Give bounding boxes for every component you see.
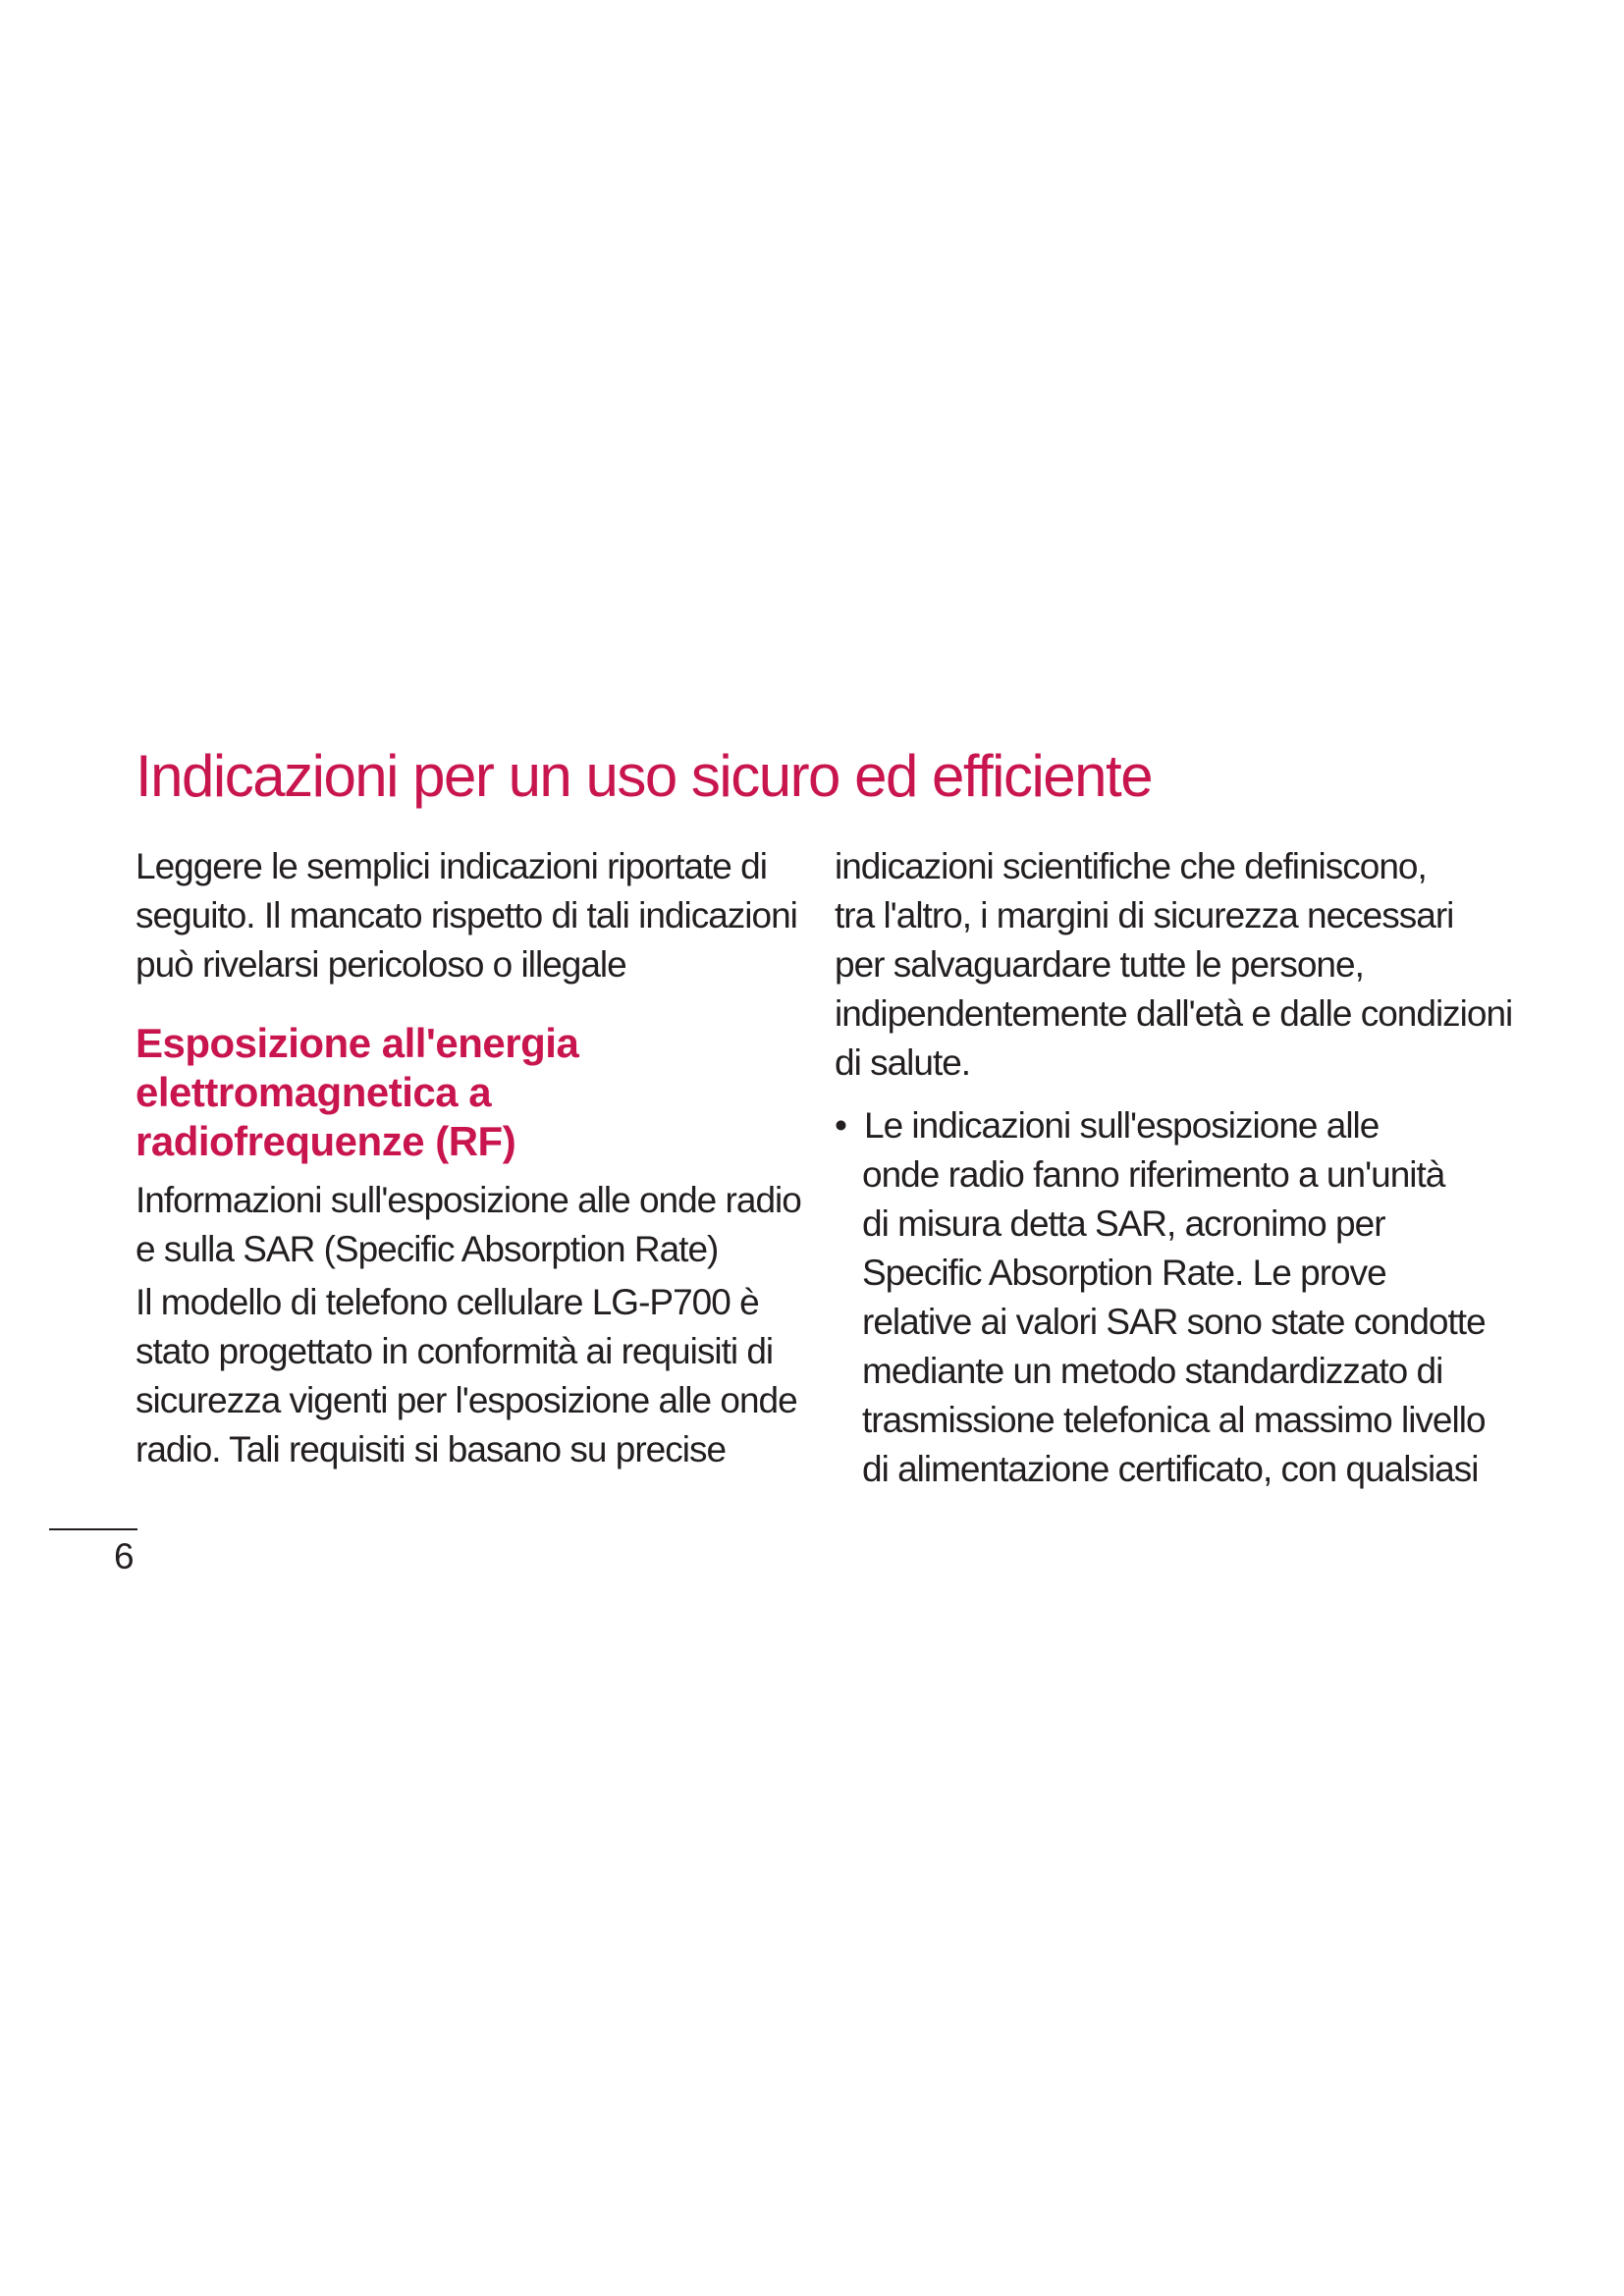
continuation-line: per salvaguardare tutte le persone, xyxy=(835,944,1364,985)
bullet-line: trasmissione telefonica al massimo livello xyxy=(862,1400,1486,1440)
left-column xyxy=(135,842,803,1478)
section-heading-line: radiofrequenze (RF) xyxy=(135,1118,516,1164)
body-paragraph xyxy=(135,1278,803,1474)
continuation-line: indicazioni scientifiche che definiscono, xyxy=(835,846,1427,886)
intro-paragraph xyxy=(135,842,803,989)
bullet-line: Le indicazioni sull'esposizione alle xyxy=(864,1105,1380,1146)
subtitle-line: Informazioni sull'esposizione alle onde radio xyxy=(135,1180,801,1220)
subtitle-line: e sulla SAR (Specific Absorption Rate) xyxy=(135,1229,719,1269)
bullet-line: di alimentazione certificato, con qualsiasi xyxy=(862,1449,1479,1489)
bullet-line: mediante un metodo standardizzato di xyxy=(862,1351,1443,1391)
page-title: Indicazioni per un uso sicuro ed efficiente xyxy=(135,743,1153,809)
footer-divider xyxy=(49,1528,137,1530)
bullet-line: relative ai valori SAR sono state condotte xyxy=(862,1302,1486,1342)
bullet-line: onde radio fanno riferimento a un'unità xyxy=(862,1154,1445,1195)
bullet-text xyxy=(835,1101,1502,1494)
continuation-line: tra l'altro, i margini di sicurezza necessari xyxy=(835,895,1454,935)
right-column xyxy=(835,842,1513,1494)
page-number: 6 xyxy=(114,1536,135,1576)
subtitle-paragraph xyxy=(135,1176,803,1274)
intro-line: può rivelarsi pericoloso o illegale xyxy=(135,944,626,985)
body-line: radio. Tali requisiti si basano su precise xyxy=(135,1429,727,1469)
section-heading-line: elettromagnetica a xyxy=(135,1069,492,1115)
section-heading xyxy=(135,1019,803,1166)
bullet-icon: • xyxy=(835,1105,846,1146)
continuation-line: indipendentemente dall'età e dalle condizioni xyxy=(835,993,1513,1034)
body-line: stato progettato in conformità ai requisiti di xyxy=(135,1331,774,1371)
intro-line: Leggere le semplici indicazioni riportate di xyxy=(135,846,767,886)
body-line: Il modello di telefono cellulare LG-P700 è xyxy=(135,1282,759,1322)
bullet-item-sar xyxy=(835,1101,1502,1494)
intro-line: seguito. Il mancato rispetto di tali indicazioni xyxy=(135,895,797,935)
bullet-line: di misura detta SAR, acronimo per xyxy=(862,1203,1385,1244)
body-line: sicurezza vigenti per l'esposizione alle onde xyxy=(135,1380,797,1420)
continuation-line: di salute. xyxy=(835,1042,971,1083)
continuation-paragraph xyxy=(835,842,1513,1088)
bullet-line: Specific Absorption Rate. Le prove xyxy=(862,1253,1386,1293)
section-heading-line: Esposizione all'energia xyxy=(135,1020,579,1066)
